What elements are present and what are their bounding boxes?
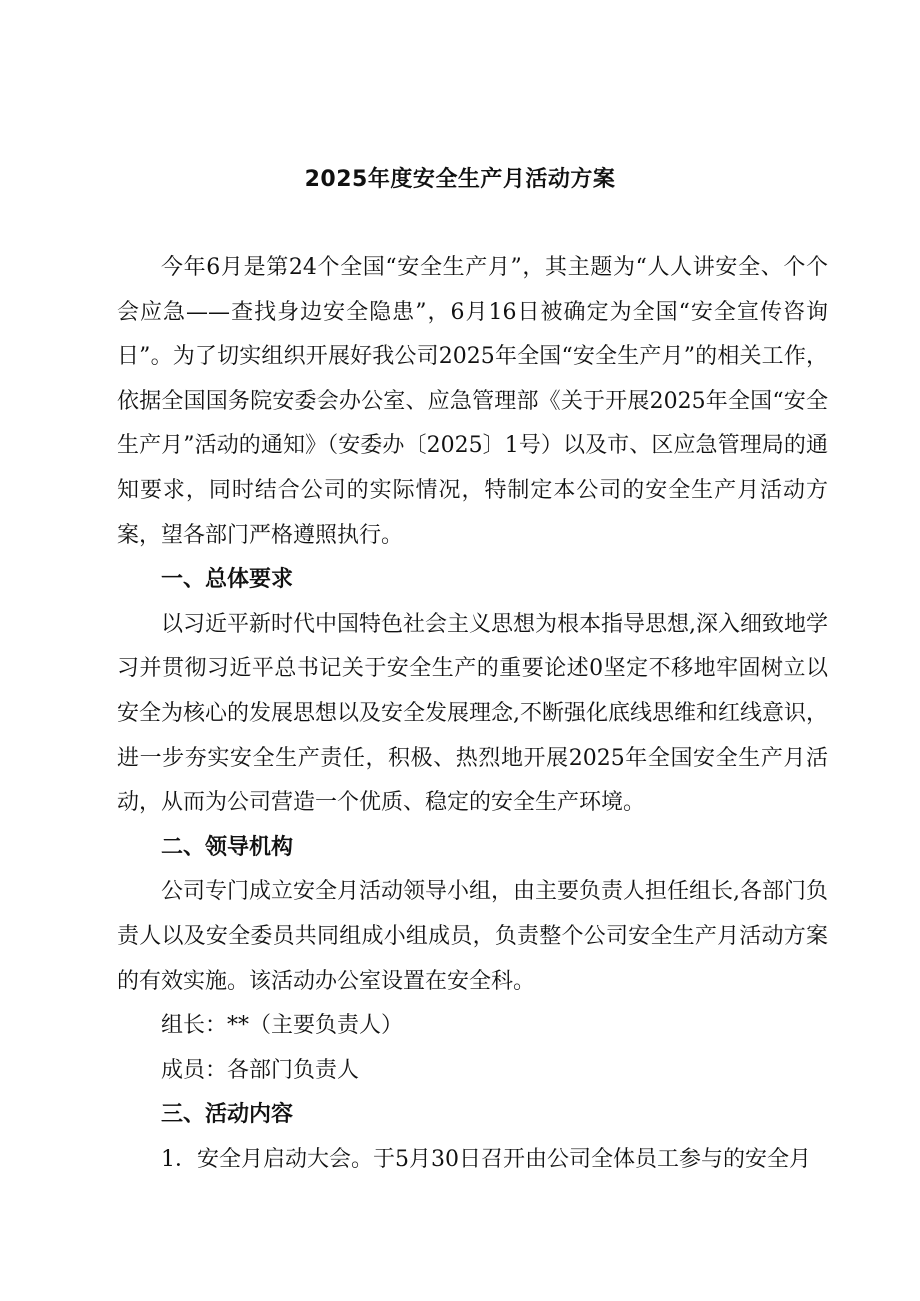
members-line: 成员：各部门负责人: [161, 1057, 360, 1083]
section-heading-general-requirements: 一、总体要求: [161, 567, 294, 593]
section-heading-activities: 三、活动内容: [161, 1102, 294, 1128]
leadership-paragraph: 公司专门成立安全月活动领导小组，由主要负责人担任组长,各部门负责人以及安全委员共同组成小组成员，负责整个公司安全生产月活动方案的有效实施。该活动办公室设置在安全科。: [117, 879, 828, 994]
document-body: [117, 246, 828, 1182]
general-requirements-paragraph: 以习近平新时代中国特色社会主义思想为根本指导思想,深入细致地学习并贯彻习近平总书记关于安全生产的重要论述0坚定不移地牢固树立以安全为核心的发展思想以及安全发展理念,不断强化底线思维和红线意识，进一步夯实安全生产责任，积极、热烈地开展2025年全国安全生产月活动，从而为公司营造一个优质、稳定的安全生产环境。: [117, 611, 828, 816]
activity-item-1: 1．安全月启动大会。于5月30日召开由公司全体员工参与的安全月: [161, 1146, 811, 1172]
leader-line: 组长：**（主要负责人）: [161, 1013, 404, 1039]
section-heading-leadership: 二、领导机构: [161, 834, 294, 860]
intro-paragraph: 今年6月是第24个全国“安全生产月”，其主题为“人人讲安全、个个会应急——查找身边安全隐患”，6月16日被确定为全国“安全宣传咨询日”。为了切实组织开展好我公司2025年全国“安全生产月”的相关工作，依据全国国务院安委会办公室、应急管理部《关于开展2025年全国“安全生产月”活动的通知》（安委办〔2025〕1号）以及市、区应急管理局的通知要求，同时结合公司的实际情况，特制定本公司的安全生产月活动方案，望各部门严格遵照执行。: [117, 255, 828, 548]
document-title: 2025年度安全生产月活动方案: [304, 167, 616, 192]
